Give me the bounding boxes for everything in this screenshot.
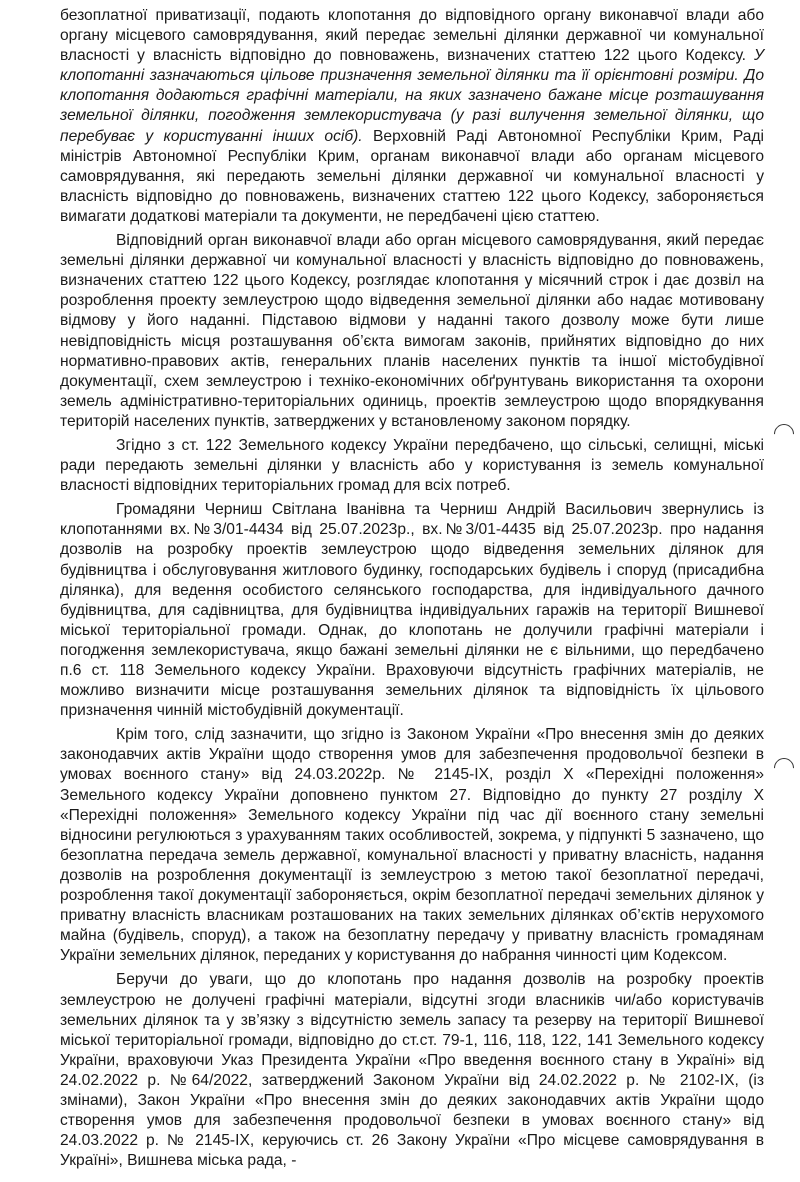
paragraph-review-procedure: Відповідний орган виконавчої влади або орган місцевого самоврядування, який передає земельні ділянки державної чи комунальної власності у власність відповідно до повноважень, визначених статтею 122 цього Кодексу, розглядає клопотання у місячний строк і дає дозвіл на розроблення проекту землеустрою щодо відведення земельної ділянки або надає мотивовану відмову у його наданні. Підставою відмови у наданні такого дозволу може бути лише невідповідність місця розташування об’єкта вимогам законів, прийнятих відповідно до них нормативно-правових актів, генеральних планів населених пунктів та іншої містобудівної документації, схем землеустрою і техніко-економічних обґрунтувань використання та охорони земель адміністративно-територіальних одиниць, проектів землеустрою щодо впорядкування територій населених пунктів, затверджених у встановленому законом порядку. xyxy=(60,232,764,430)
paragraph-privatization-application xyxy=(60,6,764,227)
paragraph-article-122: Згідно з ст. 122 Земельного кодексу України передбачено, що сільські, селищні, міські ради передають земельні ділянки у власність або у користування із земель комунальної власності відповідних територіальних громад для всіх потреб. xyxy=(60,436,764,495)
paragraph-decision-basis: Беручи до уваги, що до клопотань про надання дозволів на розробку проектів землеустрою не долучені графічні матеріали, відсутні згоди власників чи/або користувачів земельних ділянок та у зв’язку з відсутністю земель запасу та резерву на території Вишневої міської територіальної громади, відповідно до ст.ст. 79-1, 116, 118, 122, 141 Земельного кодексу України, враховуючи Указ Президента України «Про введення воєнного стану в Україні» від 24.02.2022 р. №64/2022, затверджений Законом України від 24.02.2022 р. № 2102-IX, (із змінами), Закон України «Про внесення змін до деяких законодавчих актів України щодо створення умов для забезпечення продовольчої безпеки в умовах воєнного стану» від 24.03.2022 р. № 2145-IX, керуючись ст. 26 Закону України «Про місцеве самоврядування в Україні», Вишнева міська рада, - xyxy=(60,971,764,1170)
italic-clause: У клопотанні зазначаються цільове призначення земельної ділянки та її орієнтовні розміри. До клопотання додаються графічні матеріали, на яких зазначено бажане місце розташування земельної ділянки, погодження землекористувача (у разі вилучення земельної ділянки, що перебуває у користуванні інших осіб). xyxy=(60,47,764,145)
paragraph-applicants: Громадяни Черниш Світлана Іванівна та Черниш Андрій Васильович звернулись із клопотаннями вх.№3/01-4434 від 25.07.2023р., вх.№3/01-4435 від 25.07.2023р. про надання дозволів на розробку проектів землеустрою щодо відведення земельних ділянок для будівництва і обслуговування житлового будинку, господарських будівель і споруд (присадибна ділянка), для ведення особистого селянського господарства, для індивідуального дачного будівництва, для садівництва, для будівництва індивідуальних гаражів на території Вишневої міської територіальної громади. Однак, до клопотань не долучили графічні матеріали і погодження землекористувача, якщо бажані земельні ділянки не є вільними, що передбачено п.6 ст. 118 Земельного кодексу України. Враховуючи відсутність графічних матеріалів, не можливо визначити місце розташування земельних ділянок та відповідність їх цільового призначення чинній містобудівній документації. xyxy=(60,501,764,720)
paragraph-text: Верховній Раді Автономної Республіки Крим, Раді міністрів Автономної Республіки Крим, органам виконавчої влади або органам місцевого самоврядування, які передають земельні ділянки державної чи комунальної власності у власність відповідно до повноважень, визначених статтею 122 цього Кодексу, забороняється вимагати додаткові матеріали та документи, не передбачені цією статтею. xyxy=(60,127,765,225)
paragraph-martial-law: Крім того, слід зазначити, що згідно із Законом України «Про внесення змін до деяких законодавчих актів України щодо створення умов для забезпечення продовольчої безпеки в умовах воєнного стану» від 24.03.2022р. № 2145-IX, розділ X «Перехідні положення» Земельного кодексу України доповнено пунктом 27. Відповідно до пункту 27 розділу X «Перехідні положення» Земельного кодексу України під час дії воєнного стану земельні відносини регулюються з урахуванням таких особливостей, зокрема, у підпункті 5 зазначено, що безоплатна передача земель державної, комунальної власності у приватну власність, надання дозволів на розроблення документації із землеустрою з метою такої безоплатної передачі, розроблення такої документації забороняється, окрім безоплатної передачі земельних ділянок у приватну власність власникам розташованих на таких земельних ділянках об’єктів нерухомого майна (будівель, споруд), а також на безоплатну передачу у приватну власність громадянам України земельних ділянок, переданих у користування до набрання чинності цим Кодексом. xyxy=(60,726,764,965)
paragraph-text: безоплатної приватизації, подають клопотання до відповідного органу виконавчої влади або органу місцевого самоврядування, який передає земельні ділянки державної чи комунальної власності у власність відповідно до повноважень, визначених статтею 122 цього Кодексу. xyxy=(60,7,764,65)
